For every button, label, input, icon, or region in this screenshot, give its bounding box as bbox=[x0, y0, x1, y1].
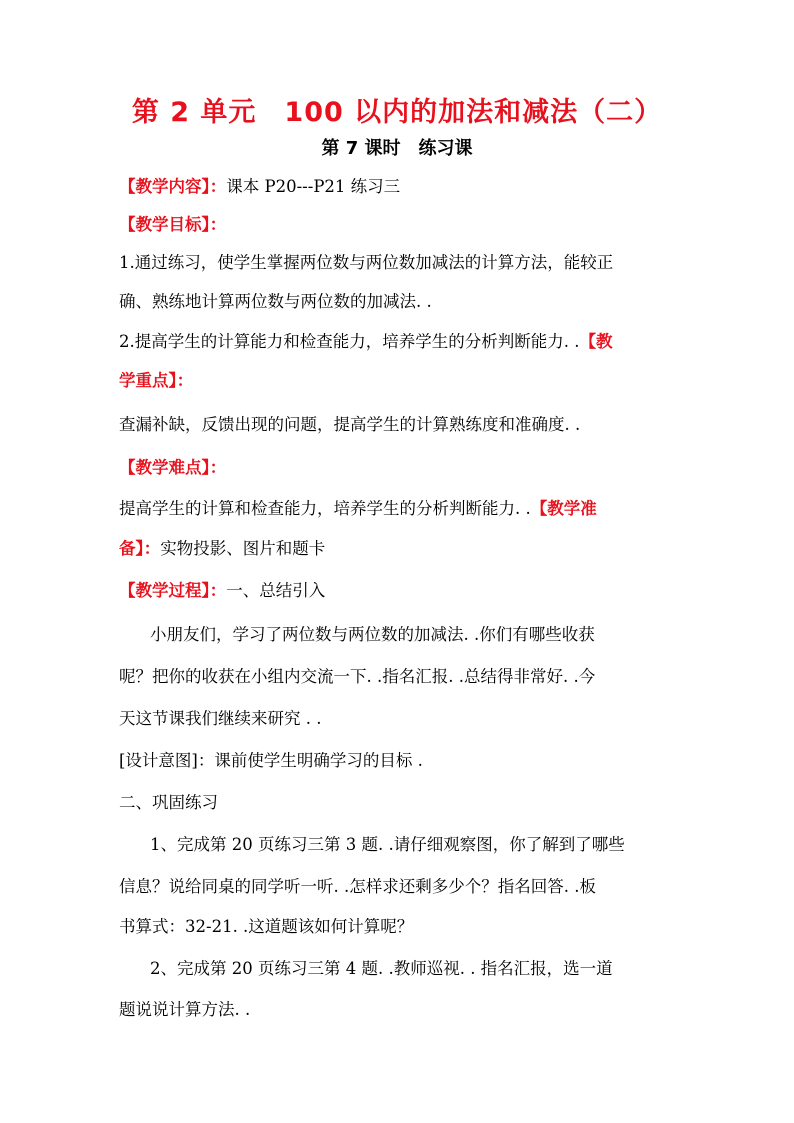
para1-line2: 呢？把你的收获在小组内交流一下. .指名汇报. .总结得非常好. .今 bbox=[119, 667, 596, 686]
focus-label-line bbox=[119, 368, 689, 394]
process-step1: 一、总结引入 bbox=[226, 581, 326, 600]
prep-label-end: 备】： bbox=[119, 539, 161, 558]
goal2-text: 2.提高学生的计算能力和检查能力，培养学生的分析判断能力. . bbox=[119, 332, 580, 351]
prep-line bbox=[119, 536, 689, 562]
teaching-content bbox=[119, 174, 689, 200]
exercise1-line2: 信息？说给同桌的同学听一听. .怎样求还剩多少个？指名回答. .板 bbox=[119, 877, 596, 896]
design-intent: [设计意图]：课前使学生明确学习的目标 . bbox=[119, 751, 423, 770]
difficulty-text: 提高学生的计算和检查能力，培养学生的分析判断能力. . bbox=[119, 499, 531, 518]
goal1-line1: 1.通过练习，使学生掌握两位数与两位数加减法的计算方法，能较正 bbox=[119, 253, 614, 272]
lesson-subtitle bbox=[0, 134, 794, 160]
unit-title: 第 2 单元 bbox=[131, 97, 257, 128]
content-label: 【教学内容】： bbox=[119, 177, 227, 196]
para1-line3: 天这节课我们继续来研究 . . bbox=[119, 709, 322, 728]
prep-text: 实物投影、图片和题卡 bbox=[160, 539, 326, 558]
exercise2-line2: 题说说计算方法. . bbox=[119, 1000, 251, 1019]
exercise1-line3: 书算式：32-21. .这道题该如何计算呢？ bbox=[119, 917, 414, 936]
process-label: 【教学过程】： bbox=[119, 581, 227, 600]
difficulty-label: 【教学难点】： bbox=[119, 458, 227, 477]
page-title bbox=[0, 90, 794, 129]
content-text: 课本 P20---P21 练习三 bbox=[226, 177, 401, 196]
focus-text: 查漏补缺，反馈出现的问题，提高学生的计算熟练度和准确度. . bbox=[119, 415, 581, 434]
goal1-line2: 确、熟练地计算两位数与两位数的加减法. . bbox=[119, 292, 432, 311]
focus-label-start: 【教 bbox=[579, 332, 613, 351]
goal2-line bbox=[119, 329, 689, 355]
process-line bbox=[119, 578, 689, 604]
difficulty-heading bbox=[119, 455, 689, 481]
exercise1-line1: 1、完成第 20 页练习三第 3 题. .请仔细观察图，你了解到了哪些 bbox=[150, 835, 625, 854]
lesson-name: 练习课 bbox=[418, 138, 473, 159]
section2-heading: 二、巩固练习 bbox=[119, 793, 218, 812]
difficulty-line bbox=[119, 496, 689, 522]
teaching-goal-heading bbox=[119, 212, 689, 238]
lesson-number: 第 7 课时 bbox=[321, 138, 401, 159]
topic-title: 100 以内的加法和减法（二） bbox=[284, 97, 663, 128]
prep-label-start: 【教学准 bbox=[530, 499, 597, 518]
para1-line1: 小朋友们，学习了两位数与两位数的加减法. .你们有哪些收获 bbox=[150, 625, 595, 644]
goal-label: 【教学目标】： bbox=[119, 215, 227, 234]
focus-label-end: 学重点】： bbox=[119, 371, 194, 390]
exercise2-line1: 2、完成第 20 页练习三第 4 题. .教师巡视. . 指名汇报，选一道 bbox=[150, 959, 613, 978]
